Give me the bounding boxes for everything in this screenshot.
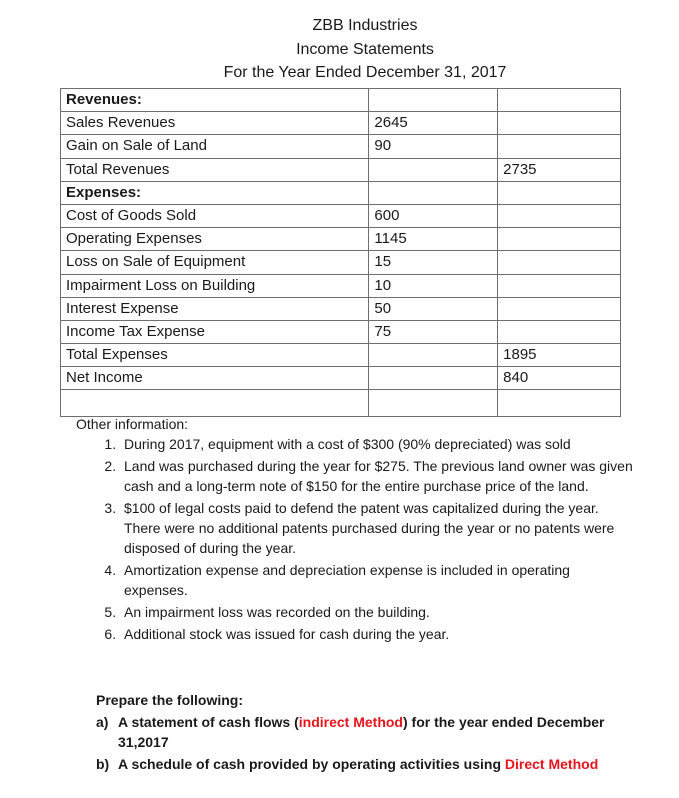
table-row: [61, 89, 621, 112]
row-total: [498, 112, 621, 135]
list-item: 1. During 2017, equipment with a cost of $300 (90% depreciated) was sold: [120, 434, 636, 454]
table-row: [61, 228, 621, 251]
row-label: Expenses:: [61, 181, 369, 204]
row-total: [498, 274, 621, 297]
table-row: [61, 251, 621, 274]
method-highlight: Direct Method: [504, 756, 599, 772]
method-highlight: indirect Method: [298, 714, 403, 730]
statement-period: For the Year Ended December 31, 2017: [223, 64, 507, 81]
company-name: ZBB Industries: [312, 17, 418, 34]
row-label: Income Tax Expense: [61, 320, 369, 343]
row-total: 840: [498, 367, 621, 390]
row-label: Operating Expenses: [61, 228, 369, 251]
table-row: [61, 297, 621, 320]
row-label: Impairment Loss on Building: [61, 274, 369, 297]
row-total: [498, 390, 621, 417]
prepare-section: [96, 690, 656, 774]
other-information-section: [76, 414, 636, 646]
list-item: 3. $100 of legal costs paid to defend the patent was capitalized during the year. There were no additional patents purchased during the year or no patents were disposed of during the year.: [120, 498, 636, 558]
row-total: [498, 135, 621, 158]
row-amount: [369, 344, 498, 367]
row-label: Total Expenses: [61, 344, 369, 367]
list-item: 6. Additional stock was issued for cash during the year.: [120, 624, 636, 644]
table-row: [61, 367, 621, 390]
row-total: [498, 320, 621, 343]
row-total: [498, 204, 621, 227]
item-label: a): [96, 714, 109, 730]
row-label: Revenues:: [61, 89, 369, 112]
table-row: [61, 135, 621, 158]
row-amount: [369, 390, 498, 417]
row-total: [498, 181, 621, 204]
item-text: [118, 754, 598, 774]
row-total: [498, 251, 621, 274]
table-row: [61, 204, 621, 227]
row-amount: [369, 158, 498, 181]
row-amount: 1145: [369, 228, 498, 251]
row-amount: [369, 367, 498, 390]
row-total: [498, 228, 621, 251]
item-text-after: ) for the year ended December 31,2017: [118, 714, 605, 750]
item-text-before: A statement of cash flows (: [118, 714, 299, 730]
other-information-list: [76, 434, 636, 644]
list-item: 4. Amortization expense and depreciation expense is included in operating expenses.: [120, 560, 636, 600]
row-label: Net Income: [61, 367, 369, 390]
table-row-empty: [61, 390, 621, 417]
income-statement-table: [60, 88, 621, 417]
row-amount: 50: [369, 297, 498, 320]
row-total: 2735: [498, 158, 621, 181]
row-amount: 90: [369, 135, 498, 158]
prepare-item-b: [96, 754, 656, 774]
row-amount: 75: [369, 320, 498, 343]
table-row: [61, 112, 621, 135]
row-amount: 15: [369, 251, 498, 274]
statement-title: Income Statements: [296, 40, 434, 58]
prepare-item-a: [96, 712, 656, 752]
row-total: [498, 297, 621, 320]
table-row: [61, 274, 621, 297]
row-label: Total Revenues: [61, 158, 369, 181]
row-amount: [369, 181, 498, 204]
table-row: [61, 344, 621, 367]
item-text: [118, 712, 656, 752]
row-label: Gain on Sale of Land: [61, 135, 369, 158]
other-information-heading: Other information:: [76, 416, 189, 432]
item-text-before: A schedule of cash provided by operating activities using: [118, 756, 505, 772]
row-label: [61, 390, 369, 417]
table-row: [61, 158, 621, 181]
row-amount: 10: [369, 274, 498, 297]
list-item: 2. Land was purchased during the year for $275. The previous land owner was given cash and a long-term note of $150 for the entire purchase price of the land.: [120, 456, 636, 496]
table-row: [61, 320, 621, 343]
row-total: [498, 89, 621, 112]
row-label: Cost of Goods Sold: [61, 204, 369, 227]
table-row: [61, 181, 621, 204]
row-label: Loss on Sale of Equipment: [61, 251, 369, 274]
row-total: 1895: [498, 344, 621, 367]
row-amount: [369, 89, 498, 112]
row-amount: 600: [369, 204, 498, 227]
document-header: [0, 14, 679, 85]
item-label: b): [96, 756, 110, 772]
prepare-heading: Prepare the following:: [96, 692, 244, 708]
row-label: Interest Expense: [61, 297, 369, 320]
row-label: Sales Revenues: [61, 112, 369, 135]
row-amount: 2645: [369, 112, 498, 135]
list-item: 5. An impairment loss was recorded on the building.: [120, 602, 636, 622]
